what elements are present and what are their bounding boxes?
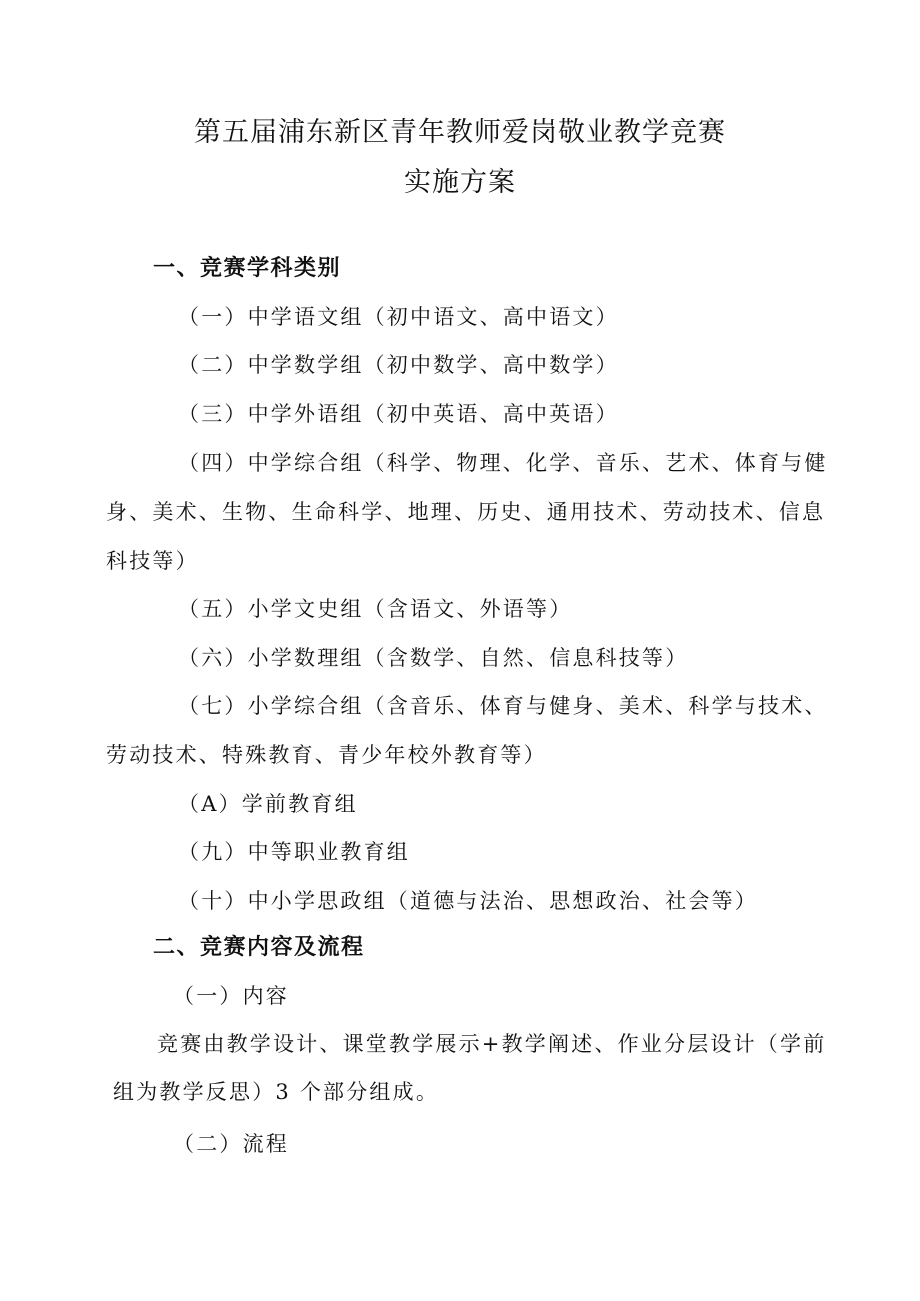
list-item-continued: 劳动技术、特殊教育、青少年校外教育等） bbox=[106, 743, 547, 767]
paragraph-line: 竞赛由教学设计、课堂教学展示+教学阐述、作业分层设计（学前 bbox=[157, 1032, 827, 1056]
list-item: （一）中学语文组（初中语文、高中语文） bbox=[178, 305, 619, 329]
document-subtitle: 实施方案 bbox=[404, 167, 516, 198]
list-item: （七）小学综合组（含音乐、体育与健身、美术、科学与技术、 bbox=[178, 694, 828, 718]
list-item: （十）中小学思政组（道德与法治、思想政治、社会等） bbox=[178, 889, 758, 913]
document-title: 第五届浦东新区青年教师爱岗敬业教学竞赛 bbox=[194, 117, 726, 148]
subsection-heading-process: （二）流程 bbox=[173, 1132, 289, 1156]
list-item: （六）小学数理组（含数学、自然、信息科技等） bbox=[178, 646, 689, 670]
list-item-continued: 身、美术、生物、生命科学、地理、历史、通用技术、劳动技术、信息 bbox=[106, 500, 826, 524]
list-item: （A）学前教育组 bbox=[178, 792, 358, 816]
list-item: （五）小学文史组（含语文、外语等） bbox=[178, 597, 573, 621]
paragraph-line: 组为教学反思）3 个部分组成。 bbox=[113, 1080, 440, 1104]
list-item: （二）中学数学组（初中数学、高中数学） bbox=[178, 353, 619, 377]
list-item-continued: 科技等） bbox=[106, 549, 199, 573]
section-heading-categories: 一、竞赛学科类别 bbox=[153, 256, 342, 281]
list-item: （四）中学综合组（科学、物理、化学、音乐、艺术、体育与健 bbox=[178, 451, 828, 475]
subsection-heading-content: （一）内容 bbox=[173, 984, 289, 1008]
section-heading-content-process: 二、竞赛内容及流程 bbox=[153, 935, 365, 960]
list-item: （三）中学外语组（初中英语、高中英语） bbox=[178, 402, 619, 426]
list-item: （九）中等职业教育组 bbox=[178, 840, 410, 864]
